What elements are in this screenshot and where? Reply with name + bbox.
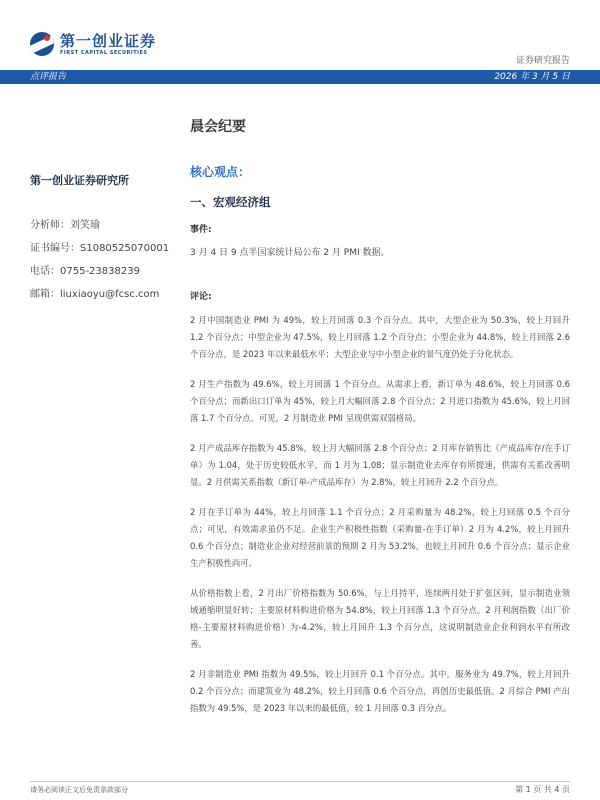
company-logo [30,32,156,56]
phone-number: 0755-23838239 [60,266,140,277]
email-label: 邮箱： [30,289,60,300]
comment-paragraph: 2 月中国制造业 PMI 为 49%，较上月回落 0.3 个百分点。其中，大型企业为 50.3%，较上月回升 1.2 个百分点；中型企业为 47.5%，较上月回落 1.2 个百分点；小型企业为 44.8%，较上月回落 2.6 个百分点，是 2023 年以来最低水平；大型企业与中小型企业的景气度仍处于分化状态。 [190,315,570,359]
analyst-name: 刘笑瑜 [70,220,100,231]
comment-paragraph: 2 月非制造业 PMI 指数为 49.5%，较上月回升 0.1 个百分点。其中，服务业为 49.7%，较上月回升 0.2 个百分点；而建筑业为 48.2%，较上月回落 0.6 个百分点，再创历史最低值。2 月综合 PMI 产出指数为 49.5%，是 2023 年以来的最低值，较 1 月回落 0.3 百分点。 [190,669,570,713]
core-views-heading: 核心观点： [190,165,251,179]
report-header [0,0,600,70]
phone-line [30,262,180,285]
footer-disclaimer: 请务必阅读正文后免责条款部分 [30,786,128,794]
page-number: 第 1 页 共 4 页 [515,785,570,794]
institute-name: 第一创业证券研究所 [30,174,129,187]
logo-name-en: FIRST CAPITAL SECURITIES [60,49,148,56]
cert-line [30,239,180,262]
comment-paragraph: 从价格指数上看，2 月出厂价格指数为 50.6%，与上月持平，连续两月处于扩张区间，显示制造业领域通缩明显好转；主要原材料购进价格为 54.8%，较上月回落 1.3 个百分点。2 月利润指数（出厂价格-主要原材料购进价格）为-4.2%，较上月回升 1.3 个百分点，这说明制造业企业利润水平有所改善。 [190,588,570,649]
phone-label: 电话： [30,266,60,277]
cert-label: 证书编号： [30,243,80,254]
section-heading: 一、宏观经济组 [190,195,271,209]
event-label: 事件: [190,225,212,235]
footer-divider [30,781,570,782]
header-band [0,70,600,84]
email-line [30,285,180,308]
report-category: 点评报告 [30,72,67,82]
email-address[interactable]: liuxiaoyu@fcsc.com [60,289,160,300]
analyst-line [30,216,180,239]
event-text: 3 月 4 日 9 点半国家统计局公布 2 月 PMI 数据。 [190,248,390,258]
logo-emblem-icon [30,32,54,56]
cert-number: S1080525070001 [80,243,170,254]
report-type-label: 证券研究报告 [515,56,570,66]
analyst-label: 分析师： [30,220,70,231]
logo-name-cn: 第一创业证券 [60,31,157,50]
comment-paragraph: 2 月生产指数为 49.6%，较上月回落 1 个百分点。从需求上看，新订单为 48.6%，较上月回落 0.6 个百分点；而新出口订单为 45%，较上月大幅回落 2.8 个百分点；2 月进口指数为 45.6%，较上月回落 1.7 个百分点。可见，2 月制造业 PMI 呈现供需双弱格局。 [190,379,570,423]
page-title: 晨会纪要 [190,119,246,135]
report-body [190,163,570,730]
comment-paragraph: 2 月产成品库存指数为 45.8%，较上月大幅回落 2.8 个百分点；2 月库存销售比（产成品库存/在手订单）为 1.04，处于历史较低水平，而 1 月为 1.08；显示制造业去库存有所提速，供需有关系改善明显。2 月供需关系指数（新订单-产成品库存）为 2.8%，较上月回升 2.2 个百分点。 [190,443,570,487]
report-date: 2026 年 3 月 5 日 [494,72,570,82]
analyst-sidebar [30,172,180,308]
comment-paragraph: 2 月在手订单为 44%，较上月回落 1.1 个百分点；2 月采购量为 48.2%，较上月回落 0.5 个百分点；可见，有效需求虽仍不足。企业生产积极性指数（采购量-在手订单）2 月为 4.2%，较上月回升 0.6 个百分点；制造业企业对经营前景的预期 2 月为 53.2%，也较上月回升 0.6 个百分点；显示企业生产积极性尚可。 [190,507,570,568]
comment-label: 评论: [190,292,212,302]
